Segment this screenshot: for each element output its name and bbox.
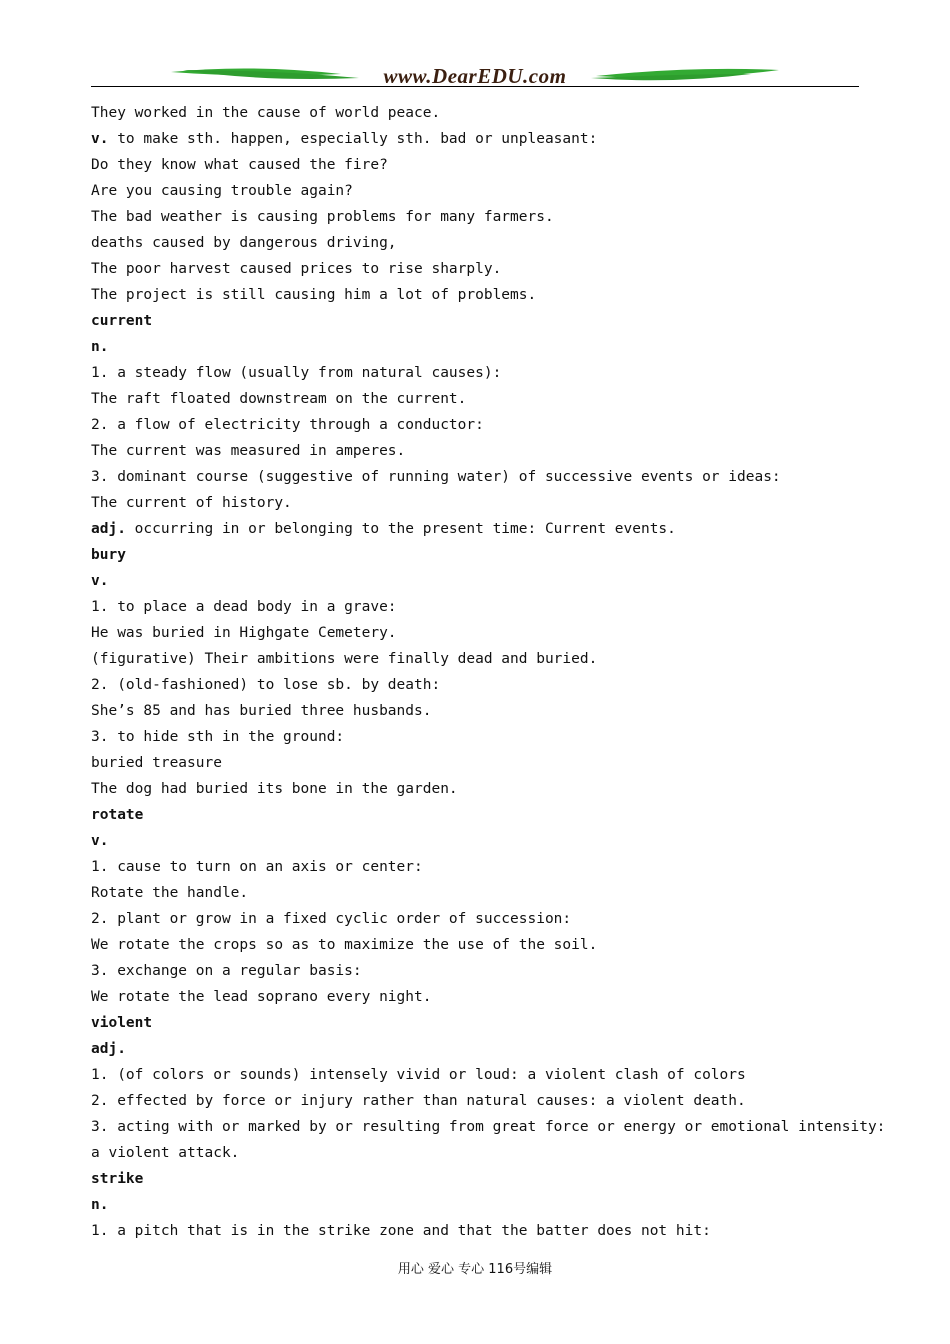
headword: current: [91, 313, 153, 329]
text-line: [91, 724, 871, 750]
line-text: Rotate the handle.: [91, 885, 249, 901]
line-text: 1. a pitch that is in the strike zone and that the batter does not hit:: [91, 1223, 711, 1239]
text-line: [91, 750, 871, 776]
text-line: [91, 958, 871, 984]
line-text: The poor harvest caused prices to rise sharply.: [91, 261, 502, 277]
text-line: [91, 568, 871, 594]
line-text: We rotate the crops so as to maximize the use of the soil.: [91, 937, 598, 953]
line-text: We rotate the lead soprano every night.: [91, 989, 432, 1005]
text-line: [91, 386, 871, 412]
text-line: [91, 308, 871, 334]
text-line: [91, 490, 871, 516]
headword: violent: [91, 1015, 153, 1031]
line-text: 1. a steady flow (usually from natural causes):: [91, 365, 502, 381]
headword: v.: [91, 833, 109, 849]
text-line: [91, 646, 871, 672]
text-line: [91, 1114, 886, 1140]
text-line: [91, 464, 871, 490]
line-text: 3. dominant course (suggestive of running water) of successive events or ideas:: [91, 469, 781, 485]
line-text: occurring in or belonging to the present time: Current events.: [125, 521, 676, 537]
text-line: [91, 828, 871, 854]
line-text: He was buried in Highgate Cemetery.: [91, 625, 397, 641]
line-text: The raft floated downstream on the current.: [91, 391, 467, 407]
line-text: The current of history.: [91, 495, 292, 511]
line-text: 2. (old-fashioned) to lose sb. by death:: [91, 677, 441, 693]
headword: rotate: [91, 807, 144, 823]
text-line: [91, 360, 871, 386]
text-line: [91, 802, 871, 828]
text-line: [91, 776, 871, 802]
headword: adj.: [91, 521, 126, 537]
headword: adj.: [91, 1041, 126, 1057]
line-text: a violent attack.: [91, 1145, 240, 1161]
headword: v.: [91, 573, 109, 589]
text-line: [91, 334, 871, 360]
headword: n.: [91, 1197, 109, 1213]
line-text: The dog had buried its bone in the garden.: [91, 781, 458, 797]
line-text: 1. to place a dead body in a grave:: [91, 599, 397, 615]
line-text: deaths caused by dangerous driving,: [91, 235, 397, 251]
line-text: 1. cause to turn on an axis or center:: [91, 859, 423, 875]
text-line: [91, 1036, 871, 1062]
text-line: [91, 126, 871, 152]
line-text: 1. (of colors or sounds) intensely vivid or loud: a violent clash of colors: [91, 1067, 746, 1083]
text-line: [91, 256, 871, 282]
line-text: 2. a flow of electricity through a conductor:: [91, 417, 484, 433]
text-line: [91, 854, 871, 880]
line-text: The project is still causing him a lot of problems.: [91, 287, 537, 303]
headword: v.: [91, 131, 109, 147]
line-text: 3. exchange on a regular basis:: [91, 963, 362, 979]
text-line: [91, 1010, 871, 1036]
text-line: [91, 282, 871, 308]
text-line: [91, 672, 871, 698]
text-line: [91, 178, 871, 204]
text-line: [91, 932, 871, 958]
page-footer: 用心 爱心 专心 116号编辑: [397, 1262, 553, 1277]
text-line: [91, 542, 871, 568]
line-text: The current was measured in amperes.: [91, 443, 406, 459]
line-text: (figurative) Their ambitions were finally dead and buried.: [91, 651, 598, 667]
text-line: [91, 984, 871, 1010]
text-line: [91, 438, 871, 464]
line-text: Do they know what caused the fire?: [91, 157, 388, 173]
text-line: [91, 516, 871, 542]
text-line: [91, 100, 871, 126]
text-line: [91, 204, 871, 230]
text-line: [91, 1192, 871, 1218]
line-text: to make sth. happen, especially sth. bad or unpleasant:: [108, 131, 598, 147]
line-text: They worked in the cause of world peace.: [91, 105, 441, 121]
text-line: [91, 906, 871, 932]
text-line: [91, 1062, 871, 1088]
line-text: Are you causing trouble again?: [91, 183, 353, 199]
text-line: [91, 880, 871, 906]
text-line: [91, 1166, 871, 1192]
line-text: 2. plant or grow in a fixed cyclic order of succession:: [91, 911, 572, 927]
line-text: 2. effected by force or injury rather than natural causes: a violent death.: [91, 1093, 746, 1109]
document-body: [91, 100, 886, 1244]
line-text: 3. acting with or marked by or resulting from great force or energy or emotional intensity:: [91, 1119, 886, 1135]
text-line: [91, 230, 871, 256]
text-line: [91, 1088, 871, 1114]
line-text: buried treasure: [91, 755, 222, 771]
text-line: [91, 594, 871, 620]
text-line: [91, 152, 871, 178]
text-line: [91, 1218, 871, 1244]
line-text: She’s 85 and has buried three husbands.: [91, 703, 432, 719]
site-logo-text[interactable]: www.DearEDU.com: [383, 64, 567, 88]
text-line: [91, 620, 871, 646]
text-line: [91, 1140, 871, 1166]
headword: bury: [91, 547, 126, 563]
headword: n.: [91, 339, 109, 355]
line-text: 3. to hide sth in the ground:: [91, 729, 345, 745]
text-line: [91, 412, 871, 438]
text-line: [91, 698, 871, 724]
headword: strike: [91, 1171, 144, 1187]
line-text: The bad weather is causing problems for many farmers.: [91, 209, 554, 225]
header-divider: [91, 86, 859, 87]
